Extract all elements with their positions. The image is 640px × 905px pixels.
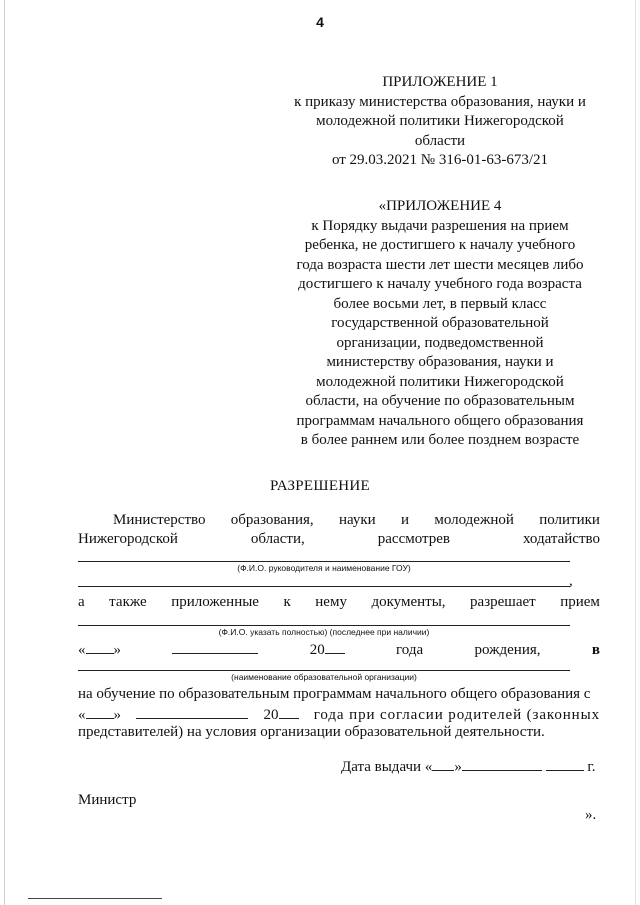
word: разрешает [470,594,536,610]
blank-year [279,705,299,719]
blank-day [86,705,114,719]
blank-issue-day [432,757,454,771]
appendix-4-line: достигшего к началу учебного года возраста [298,276,582,292]
appendix-4-line: к Порядку выдачи разрешения на прием [311,217,569,234]
word: также [109,594,147,610]
caption-child-name: (Ф.И.О. указать полностью) (последнее при наличии) [218,627,430,637]
word: молодежной [434,512,514,528]
word: образования, [230,512,314,528]
word: в [591,642,600,658]
birth-date-line [78,640,600,659]
appendix-4-line: более восьми лет, в первый класс [333,295,547,312]
blank-birth-month [172,640,258,654]
word: области, [250,531,305,547]
blank-start-month [136,705,248,719]
fill-line-applicant-2 [78,586,570,587]
body-line-7: представителей) на условия организации образовательной деятельности. [78,724,545,740]
word: приложенные [171,594,259,610]
issue-date-label: Дата выдачи « [341,759,433,775]
birth-day-field: « » [78,642,121,658]
appendix-4-line: ребенка, не достигшего к началу учебного [304,237,576,253]
appendix-1-line: молодежной политики Нижегородской [316,113,564,129]
word: Нижегородской [78,531,178,547]
word: года [396,642,424,658]
word: нему [315,594,347,610]
signature-title: Министр [78,792,137,808]
blank-issue-month [462,757,542,771]
appendix-4-line: государственной образовательной [331,315,549,331]
body-line-3 [78,594,600,611]
caption-organization: (наименование образовательной организации) [231,672,417,682]
page-number: 4 [316,14,324,30]
blank-year [325,640,345,654]
trailing-comma: , [569,573,573,589]
appendix-4-line: молодежной политики Нижегородской [316,373,564,390]
fill-line-applicant [78,561,570,562]
caption-applicant: (Ф.И.О. руководителя и наименование ГОУ) [237,563,411,573]
word: политики [539,512,600,528]
blank-issue-year [546,757,584,771]
appendix-1-line: к приказу министерства образования, науки и [294,93,586,110]
word: рассмотрев [377,531,450,547]
appendix-1-line: от 29.03.2021 № 316-01-63-673/21 [331,152,549,168]
appendix-4-line: в более раннем или более позднем возрасте [300,432,580,448]
word: и [401,512,410,528]
start-date-line [78,705,600,724]
word: прием [560,594,600,610]
issue-date: Дата выдачи « » г. [341,759,596,775]
scan-edge-right [635,0,636,905]
appendix-4-line: организации, подведомственной [336,334,544,351]
start-day-field: « » [78,707,121,723]
body-line-2 [78,531,600,548]
appendix-4-line: области, на обучение по образовательным [305,393,575,409]
start-date-rest: года при согласии родителей (законных [313,707,600,723]
footer-rule [28,898,162,899]
appendix-1-line: ПРИЛОЖЕНИЕ 1 [382,74,498,90]
word: Министерство [113,512,206,528]
word: к [283,594,291,610]
document-title: РАЗРЕШЕНИЕ [269,478,371,494]
birth-year-field: 20 [310,640,345,659]
blank-day [86,640,114,654]
body-line-5: на обучение по образовательным программам начального общего образования с [78,686,591,702]
appendix-1-header [290,73,590,171]
word: рождения, [474,642,541,658]
issue-year-suffix: г. [587,759,596,775]
scan-edge-left [4,0,5,905]
appendix-4-line: «ПРИЛОЖЕНИЕ 4 [378,198,502,214]
word: науки [338,512,376,528]
appendix-4-line: года возраста шести лет шести месяцев либо [296,256,584,273]
start-year-field: 20 [264,705,299,724]
fill-line-child-name [78,625,570,626]
word: а [78,594,85,610]
closing-quote: ». [585,807,597,823]
word: документы, [371,594,446,610]
word: ходатайство [522,531,600,547]
appendix-4-header [290,197,590,451]
fill-line-organization [78,670,570,671]
body-line-1 [113,512,600,529]
appendix-4-line: программам начального общего образования [296,412,584,429]
appendix-1-line: области [414,132,466,149]
appendix-4-line: министерству образования, науки и [326,354,554,370]
